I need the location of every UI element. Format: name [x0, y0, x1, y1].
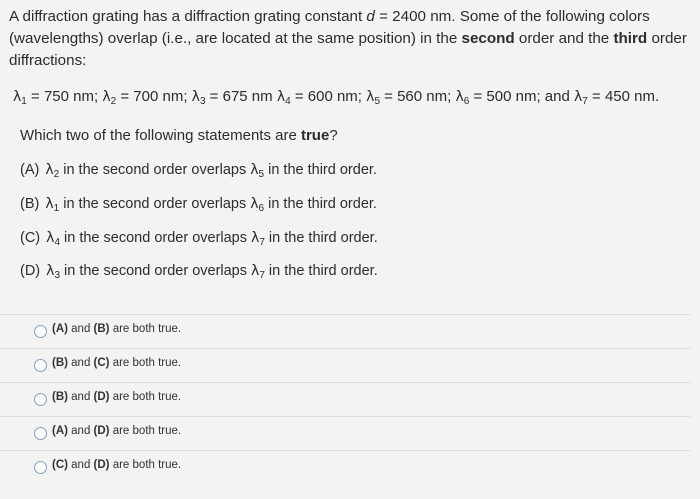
wavelength-7: $\lambda_7 = 450$ nm.	[573, 88, 660, 107]
radio-button[interactable]	[34, 393, 47, 406]
wavelength-2: $\lambda_2 = 700$ nm;	[102, 88, 192, 107]
statement-d: (D) $\lambda_3$ in the second order overlaps $\lambda_7$ in the third order.	[20, 263, 378, 281]
question-prompt: Which two of the following statements are true?	[20, 127, 338, 144]
answer-label: (C) and (D) are both true.	[52, 459, 182, 471]
statement-a: (A) $\lambda_2$ in the second order overlaps $\lambda_5$ in the third order.	[20, 162, 377, 180]
radio-button[interactable]	[34, 325, 47, 338]
answer-option-2[interactable]	[0, 348, 690, 383]
wavelength-3: $\lambda_3 = 675$ nm	[191, 88, 277, 107]
wavelength-1: $\lambda_1 = 750$ nm;	[13, 88, 103, 107]
answer-option-5[interactable]	[0, 450, 690, 485]
answer-label: (B) and (D) are both true.	[52, 391, 182, 403]
answer-label: (A) and (B) are both true.	[52, 323, 182, 335]
answer-option-3[interactable]	[0, 382, 690, 417]
radio-button[interactable]	[34, 461, 47, 474]
statement-b: (B) $\lambda_1$ in the second order overlaps $\lambda_6$ in the third order.	[20, 196, 377, 214]
radio-button[interactable]	[34, 427, 47, 440]
answer-label: (B) and (C) are both true.	[52, 357, 182, 369]
question-intro: A diffraction grating has a diffraction grating constant d = 2400 nm. Some of the following colors (wavelengths) overlap (i.e., are located at the same position) in the second order and the third order diffractions:	[9, 8, 687, 69]
answer-option-4[interactable]	[0, 416, 690, 451]
wavelength-5: $\lambda_5 = 560$ nm;	[366, 88, 456, 107]
wavelength-6: $\lambda_6 = 500$ nm; and	[455, 88, 574, 107]
question-text	[9, 6, 694, 72]
answer-option-1[interactable]	[0, 314, 690, 349]
wavelength-4: $\lambda_4 = 600$ nm;	[276, 88, 367, 107]
answer-label: (A) and (D) are both true.	[52, 425, 182, 437]
wavelength-list	[13, 88, 659, 107]
radio-button[interactable]	[34, 359, 47, 372]
statement-c: (C) $\lambda_4$ in the second order overlaps $\lambda_7$ in the third order.	[20, 230, 378, 248]
